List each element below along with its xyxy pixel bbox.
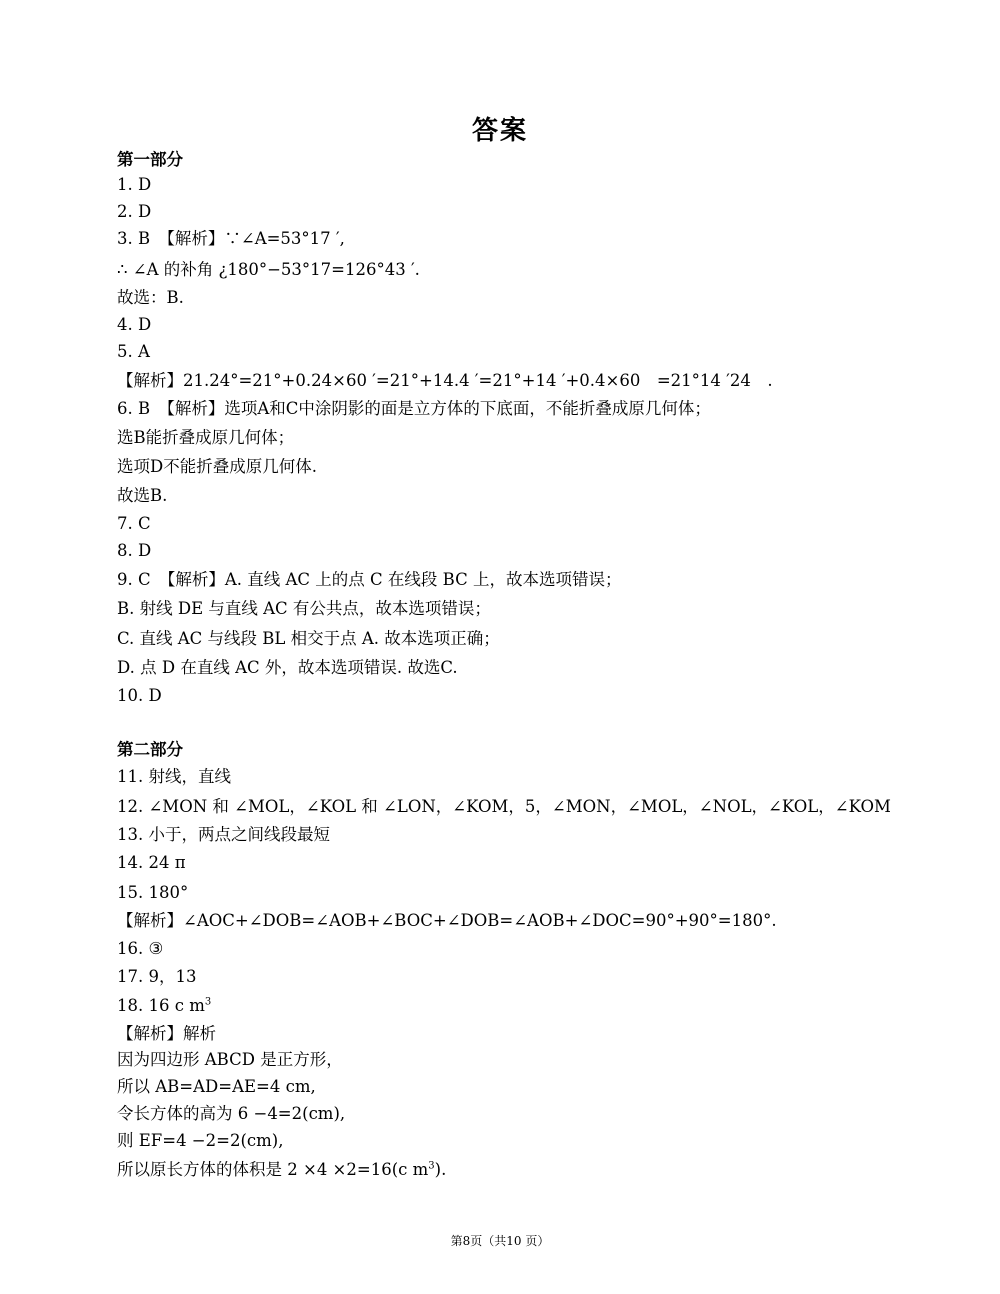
answer-line: B. 射线 DE 与直线 AC 有公共点，故本选项错误； — [117, 599, 491, 618]
answer-line: 15. 180° — [117, 883, 189, 902]
page-title: 答案 — [471, 116, 528, 146]
volume-prefix: 所以原长方体的体积是 2 ×4 ×2=16(c m — [117, 1160, 429, 1179]
answer-line: 17. 9，13 — [117, 967, 197, 986]
answer-line: 5. A — [117, 342, 150, 361]
analysis-line: 【解析】解析 — [117, 1024, 216, 1043]
answer-line: C. 直线 AC 与线段 BL 相交于点 A. 故本选项正确； — [117, 629, 500, 648]
answer-line: 1. D — [117, 175, 152, 194]
answer-line: D. 点 D 在直线 AC 外，故本选项错误. 故选C. — [117, 658, 458, 677]
answer-line: 【解析】∠AOC+∠DOB=∠AOB+∠BOC+∠DOB=∠AOB+∠DOC=90°+90°=180°. — [117, 911, 777, 930]
answer-line: 11. 射线，直线 — [117, 767, 231, 786]
answer-line: 9. C 【解析】A. 直线 AC 上的点 C 在线段 BC 上，故本选项错误； — [117, 570, 622, 589]
answer-line: 14. 24 π — [117, 853, 186, 872]
answer-line: 故选B. — [117, 486, 168, 505]
answer-line: 3. B 【解析】∵∠A=53°17 ′, — [117, 229, 345, 248]
answer-line: 【解析】21.24°=21°+0.24×60 ′=21°+14.4 ′=21°+14 ′+0.4×60 =21°14 ′24 . — [117, 371, 773, 390]
answer-line: 10. D — [117, 686, 162, 705]
part2-heading: 第二部分 — [117, 740, 183, 759]
answer-line: 7. C — [117, 514, 151, 533]
answer-line: 故选：B. — [117, 288, 184, 307]
analysis-line — [117, 1160, 446, 1180]
answer-line: 13. 小于，两点之间线段最短 — [117, 825, 330, 844]
analysis-line: 所以 AB=AD=AE=4 cm, — [117, 1077, 316, 1096]
analysis-line: 因为四边形 ABCD 是正方形， — [117, 1050, 343, 1069]
answer-line — [117, 996, 211, 1016]
answer-line: 16. ③ — [117, 939, 164, 958]
answer-line: 4. D — [117, 315, 152, 334]
page-footer: 第8页（共10 页） — [450, 1234, 550, 1248]
answer-line: ∴ ∠A 的补角 ¿180°−53°17=126°43 ′. — [117, 260, 420, 279]
answer-line: 6. B 【解析】选项A和C中涂阴影的面是立方体的下底面，不能折叠成原几何体； — [117, 399, 711, 418]
q18-superscript: 3 — [204, 996, 212, 1008]
q18-prefix: 18. 16 c m — [117, 996, 205, 1015]
answer-line: 选项D不能折叠成原几何体. — [117, 457, 317, 476]
volume-suffix: ). — [434, 1160, 447, 1179]
answer-line: 选B能折叠成原几何体； — [117, 428, 295, 447]
analysis-line: 则 EF=4 −2=2(cm), — [117, 1131, 284, 1150]
answer-line: 12. ∠MON 和 ∠MOL，∠KOL 和 ∠LON，∠KOM，5，∠MON，∠MOL，∠NOL，∠KOL，∠KOM — [117, 797, 891, 816]
part1-heading: 第一部分 — [117, 150, 183, 169]
answer-line: 2. D — [117, 202, 152, 221]
volume-superscript: 3 — [428, 1160, 435, 1172]
analysis-line: 令长方体的高为 6 −4=2(cm), — [117, 1104, 346, 1123]
answer-line: 8. D — [117, 541, 152, 560]
